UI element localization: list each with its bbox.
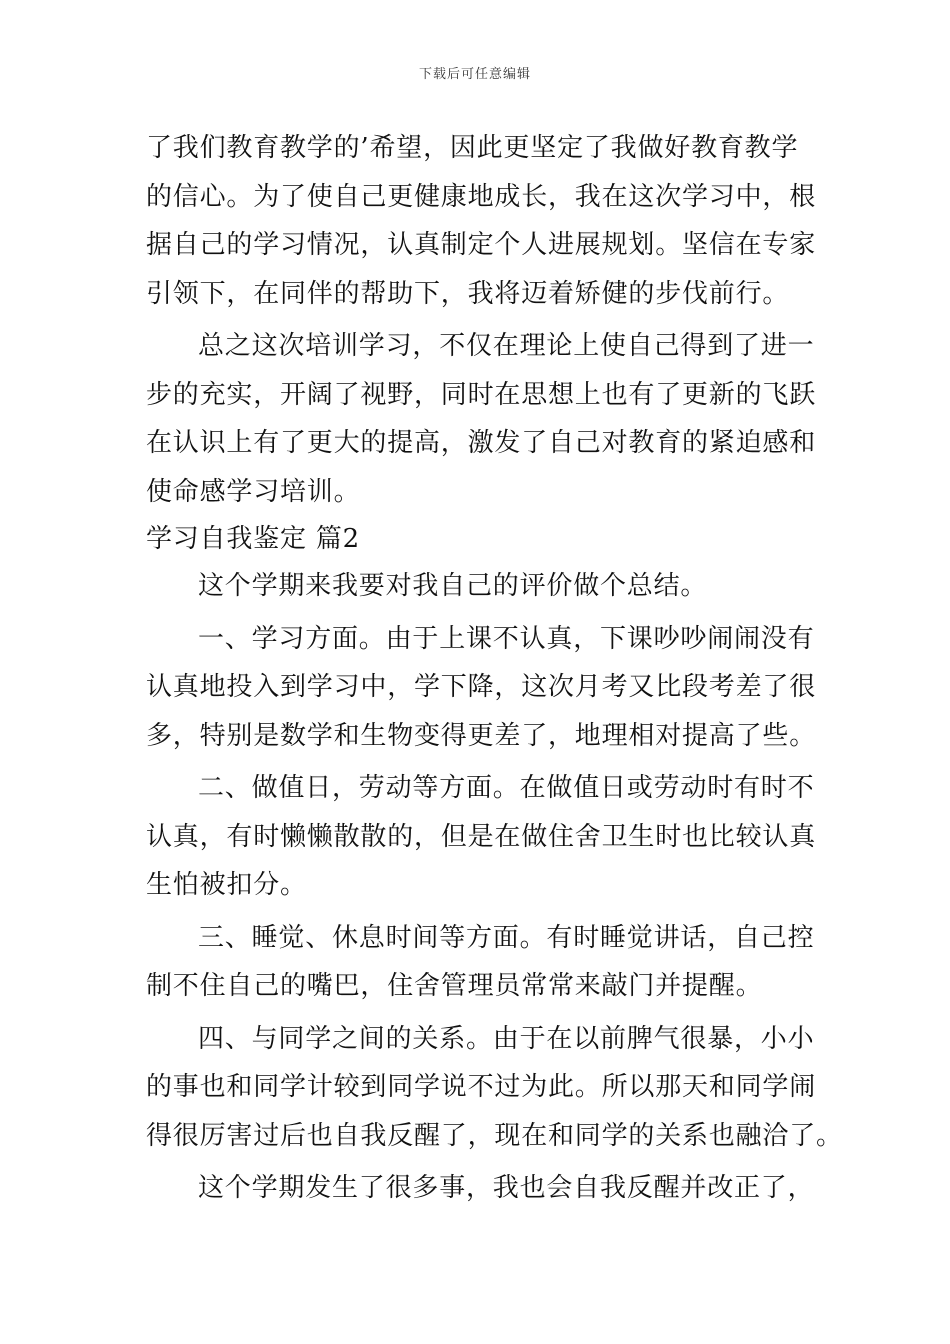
text-line: 生怕被扣分。 [146, 870, 307, 900]
section-heading: 学习自我鉴定 篇2 [146, 524, 361, 554]
text-line: 引领下，在同伴的帮助下，我将迈着矫健的步伐前行。 [146, 278, 790, 309]
text-line: 在认识上有了更大的提高，激发了自己对教育的紧迫感和 [146, 428, 817, 458]
text-line: 总之这次培训学习，不仅在理论上使自己得到了进一 [198, 331, 815, 361]
text-line: 四、与同学之间的关系。由于在以前脾气很暴，小小 [198, 1023, 815, 1054]
text-line: 这个学期发生了很多事，我也会自我反醒并改正了， [198, 1173, 815, 1203]
document-body [146, 124, 843, 1213]
text-line: 二、做值日，劳动等方面。在做值日或劳动时有时不 [198, 773, 815, 803]
text-line: 得很厉害过后也自我反醒了，现在和同学的关系也融洽了。 [146, 1120, 843, 1151]
text-line: 据自己的学习情况，认真制定个人进展规划。坚信在专家 [146, 230, 817, 260]
text-line: 多，特别是数学和生物变得更差了，地理相对提高了些。 [146, 720, 817, 751]
text-line: 使命感学习培训。 [146, 476, 361, 507]
text-line: 三、睡觉、休息时间等方面。有时睡觉讲话，自己控 [198, 922, 815, 953]
text-line: 了我们教育教学的’希望，因此更坚定了我做好教育教学 [146, 133, 799, 163]
text-line: 制不住自己的嘴巴，住舍管理员常常来敲门并提醒。 [146, 971, 763, 1001]
text-line: 的事也和同学计较到同学说不过为此。所以那天和同学闹 [146, 1072, 817, 1102]
text-line: 一、学习方面。由于上课不认真，下课吵吵闹闹没有 [198, 623, 815, 654]
text-line: 认真，有时懒懒散散的，但是在做住舍卫生时也比较认真 [146, 821, 817, 852]
text-line: 步的充实，开阔了视野，同时在思想上也有了更新的飞跃 [146, 379, 817, 410]
page-header-note: 下载后可任意编辑 [418, 67, 531, 82]
text-line: 认真地投入到学习中，学下降，这次月考又比段考差了很 [146, 672, 817, 702]
text-line: 的信心。为了使自己更健康地成长，我在这次学习中，根 [146, 181, 817, 212]
text-line: 这个学期来我要对我自己的评价做个总结。 [198, 571, 708, 601]
